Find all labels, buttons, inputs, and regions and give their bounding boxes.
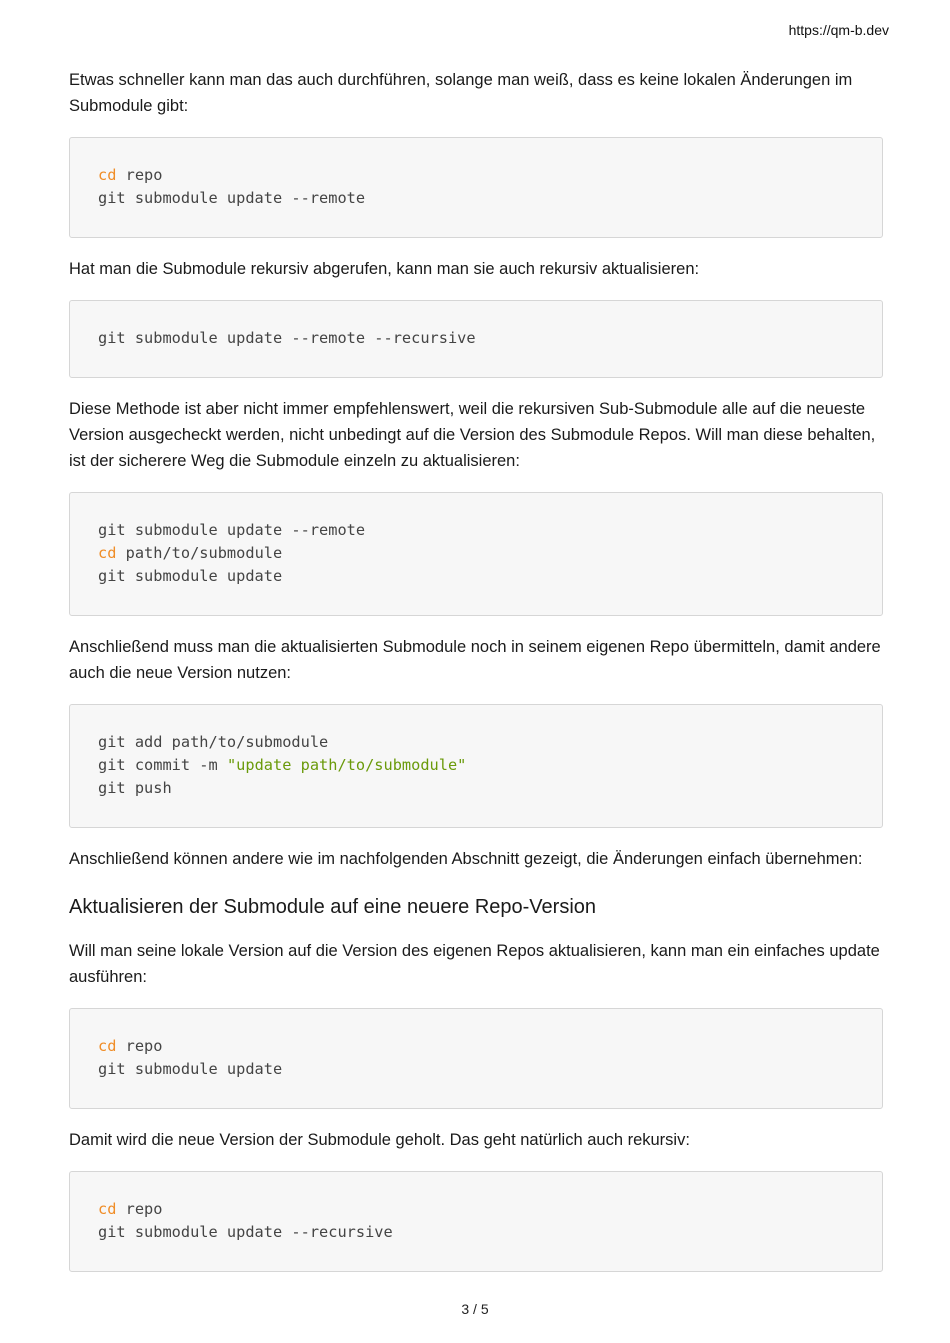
section-heading: Aktualisieren der Submodule auf eine neuere Repo-Version	[69, 896, 597, 918]
code-line	[98, 565, 854, 588]
code-block	[69, 137, 883, 238]
code-text: git add path/to/submodule	[98, 733, 329, 751]
code-text: repo	[116, 1200, 163, 1218]
code-text: git submodule update	[98, 1060, 283, 1078]
paragraph: Anschließend muss man die aktualisierten Submodule noch in seinem eigenen Repo übermitteln, damit andere auch die neue Version nutzen:	[69, 638, 881, 682]
paragraph: Will man seine lokale Version auf die Version des eigenen Repos aktualisieren, kann man ein einfaches update ausführen:	[69, 942, 880, 986]
code-line	[98, 754, 854, 777]
code-text: git submodule update --recursive	[98, 1223, 393, 1241]
code-line	[98, 519, 854, 542]
code-keyword: cd	[98, 1037, 117, 1055]
code-block	[69, 300, 883, 378]
code-block	[69, 704, 883, 828]
article-content	[69, 67, 883, 1290]
code-text: git submodule update --remote	[98, 189, 366, 207]
code-text: git submodule update --remote --recursive	[98, 329, 476, 347]
code-keyword: cd	[98, 1200, 117, 1218]
page-number: 3 / 5	[461, 1301, 489, 1317]
code-line	[98, 542, 854, 565]
code-text: repo	[116, 166, 163, 184]
code-string: "update path/to/submodule"	[226, 756, 467, 774]
code-line	[98, 327, 854, 350]
code-text: git commit -m	[98, 756, 227, 774]
paragraph: Damit wird die neue Version der Submodule geholt. Das geht natürlich auch rekursiv:	[69, 1131, 690, 1149]
code-block	[69, 492, 883, 616]
paragraph: Hat man die Submodule rekursiv abgerufen, kann man sie auch rekursiv aktualisieren:	[69, 260, 700, 278]
paragraph: Diese Methode ist aber nicht immer empfehlenswert, weil die rekursiven Sub-Submodule alle auf die neueste Version ausgecheckt werden, nicht unbedingt auf die Version des Submodule Repos. Will man diese behalten, ist der sicherere Weg die Submodule einzeln zu aktualisieren:	[69, 400, 876, 470]
code-text: git push	[98, 779, 172, 797]
paragraph: Etwas schneller kann man das auch durchführen, solange man weiß, dass es keine lokalen Änderungen im Submodule gibt:	[69, 71, 853, 115]
code-line	[98, 1198, 854, 1221]
code-line	[98, 164, 854, 187]
paragraph: Anschließend können andere wie im nachfolgenden Abschnitt gezeigt, die Änderungen einfach übernehmen:	[69, 850, 863, 868]
code-line	[98, 777, 854, 800]
code-text: git submodule update	[98, 567, 283, 585]
code-line	[98, 1035, 854, 1058]
code-line	[98, 187, 854, 210]
code-keyword: cd	[98, 544, 117, 562]
code-keyword: cd	[98, 166, 117, 184]
code-text: path/to/submodule	[116, 544, 283, 562]
code-line	[98, 731, 854, 754]
code-block	[69, 1008, 883, 1109]
code-line	[98, 1058, 854, 1081]
code-line	[98, 1221, 854, 1244]
code-text: git submodule update --remote	[98, 521, 366, 539]
code-block	[69, 1171, 883, 1272]
code-text: repo	[116, 1037, 163, 1055]
page-url: https://qm-b.dev	[788, 22, 889, 38]
